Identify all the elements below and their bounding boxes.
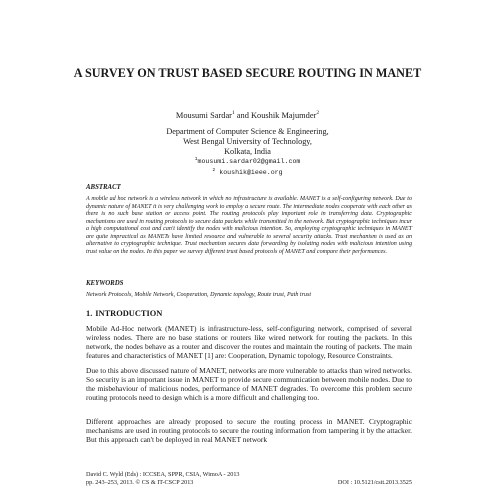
abstract-text: A mobile ad hoc network is a wireless network in which no infrastructure is available. MANET is a self-configuring network. Due to dynamic nature of MANET it is very challenging work to employ a secure route. The intermediate nodes cooperate with each other as there is no such base station or access point. The routing protocols play important role in transferring data. Cryptographic mechanisms are used in routing protocols to secure data packets while transmitted in the network. But cryptographic techniques incur a high computational cost and can't identify the nodes with malicious intention. So, employing cryptographic techniques in MANET are quite impractical as MANETs have limited resource and vulnerable to several security attacks. Trust mechanism is used as an alternative to cryptographic technique. Trust mechanism secures data forwarding by isolating nodes with malicious intention using trust value on the nodes. In this paper we survey different trust based protocols of MANET and compare their performances. <box>86 196 412 255</box>
affiliation-block <box>0 127 495 177</box>
intro-paragraph-1: Mobile Ad-Hoc network (MANET) is infrastructure-less, self-configuring network, comprised of several wireless nodes. There are no base stations or routers like wired network for routing the packets. In this network, the nodes behave as a router and discover the routes and maintain the routing of packets. The main features and characteristics of MANET [1] are: Cooperation, Dynamic topology, Resource Constraints. <box>86 324 412 360</box>
affiliation-department: Department of Computer Science & Engineering, <box>166 127 329 136</box>
footer-pages: pp. 243–253, 2013. © CS & IT-CSCP 2013 <box>86 478 194 486</box>
affiliation-location: Kolkata, India <box>224 146 271 156</box>
author-1-superscript: 1 <box>231 110 235 116</box>
section-1-title: INTRODUCTION <box>95 309 163 318</box>
author-line <box>0 108 495 121</box>
page-footer <box>86 471 412 486</box>
intro-paragraph-2: Due to this above discussed nature of MANET, networks are more vulnerable to attacks than wired networks. So security is an important issue in MANET to provide secure communication between mobile nodes. Due to the misbehaviour of malicious nodes, performance of MANET degrades. To overcome this problem secure routing protocols need to design which is a more difficult and challenging too. <box>86 366 412 402</box>
author-1-email-line <box>0 156 495 166</box>
abstract-heading: ABSTRACT <box>86 184 121 191</box>
paper-title: A SURVEY ON TRUST BASED SECURE ROUTING IN MANET <box>73 66 422 80</box>
author-connector: and <box>234 110 251 120</box>
section-1-heading <box>86 309 162 319</box>
section-1-number: 1. <box>86 309 93 318</box>
author-2-email-line <box>0 167 495 177</box>
author-1-email[interactable]: mousumi.sardar02@gmail.com <box>197 158 301 166</box>
author-2-name: Koushik Majumder <box>250 110 317 120</box>
email-2-superscript: 2 <box>212 167 216 173</box>
author-2-email[interactable]: koushik@ieee.org <box>219 168 283 176</box>
author-2-superscript: 2 <box>316 110 320 116</box>
email-1-superscript: 1 <box>194 157 198 163</box>
footer-doi: DOI : 10.5121/csit.2013.3525 <box>337 478 412 486</box>
keywords-text: Network Protocols, Mobile Network, Cooperation, Dynamic topology, Route trust, Path trust <box>86 292 312 298</box>
keywords-heading: KEYWORDS <box>86 280 124 287</box>
affiliation-university: West Bengal University of Technology, <box>183 136 312 146</box>
footer-proceedings: David C. Wyld (Eds) : ICCSEA, SPPR, CSIA, WimoA - 2013 <box>86 471 240 478</box>
intro-paragraph-3: Different approaches are already proposed to secure the routing process in MANET. Cryptographic mechanisms are used in routing protocols to secure the routing information from tampering it by the attacker. But this approach can't be deployed in real MANET network <box>86 417 412 444</box>
author-1-name: Mousumi Sardar <box>175 110 232 120</box>
